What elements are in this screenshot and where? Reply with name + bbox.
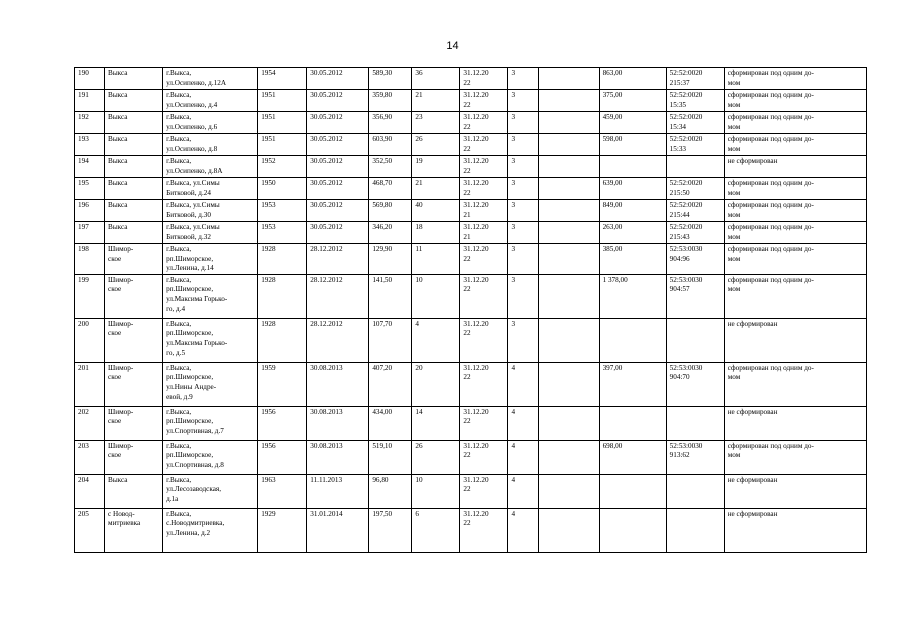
- cell-area: 589,30: [369, 68, 412, 90]
- cell-row-number: 191: [75, 90, 105, 112]
- cell-stage: 3: [508, 274, 538, 318]
- cell-land-area: 698,00: [599, 440, 666, 474]
- cell-land-status: сформирован под одним до- мом: [724, 68, 866, 90]
- cell-cadastral-number: 52:52:0020 215:44: [666, 200, 724, 222]
- cell-land-status: сформирован под одним до- мом: [724, 178, 866, 200]
- cell-land-status: сформирован под одним до- мом: [724, 274, 866, 318]
- cell-stage: 3: [508, 156, 538, 178]
- table-row: [75, 474, 867, 508]
- cell-area: 129,90: [369, 244, 412, 275]
- cell-stage: 3: [508, 68, 538, 90]
- cell-row-number: 193: [75, 134, 105, 156]
- cell-empty-col: [538, 222, 599, 244]
- cell-residents-count: 26: [412, 134, 460, 156]
- cell-row-number: 199: [75, 274, 105, 318]
- table-row: [75, 68, 867, 90]
- cell-land-area: 849,00: [599, 200, 666, 222]
- cell-stage: 3: [508, 112, 538, 134]
- cell-stage: 3: [508, 134, 538, 156]
- cell-land-status: не сформирован: [724, 318, 866, 362]
- cell-address: г.Выкса, ул.Осипенко, д.8А: [163, 156, 258, 178]
- cell-residents-count: 10: [412, 274, 460, 318]
- cell-cadastral-number: [666, 508, 724, 552]
- cell-land-area: [599, 406, 666, 440]
- cell-build-year: 1959: [258, 362, 307, 406]
- cell-deadline: 31.12.20 22: [460, 156, 508, 178]
- cell-address: г.Выкса, ул.Осипенко, д.8: [163, 134, 258, 156]
- cell-empty-col: [538, 134, 599, 156]
- cell-area: 96,80: [369, 474, 412, 508]
- cell-residents-count: 40: [412, 200, 460, 222]
- cell-decision-date: 30.05.2012: [307, 90, 369, 112]
- cell-locality: Выкса: [105, 200, 163, 222]
- cell-cadastral-number: 52:52:0020 215:37: [666, 68, 724, 90]
- cell-decision-date: 28.12.2012: [307, 274, 369, 318]
- cell-land-status: сформирован под одним до- мом: [724, 222, 866, 244]
- table-row: [75, 200, 867, 222]
- cell-decision-date: 30.05.2012: [307, 200, 369, 222]
- cell-land-status: не сформирован: [724, 474, 866, 508]
- cell-build-year: 1951: [258, 112, 307, 134]
- cell-build-year: 1951: [258, 134, 307, 156]
- cell-residents-count: 36: [412, 68, 460, 90]
- cell-land-area: [599, 474, 666, 508]
- cell-row-number: 203: [75, 440, 105, 474]
- cell-address: г.Выкса, рп.Шиморское, ул.Максима Горько- го, д.4: [163, 274, 258, 318]
- cell-land-status: сформирован под одним до- мом: [724, 244, 866, 275]
- cell-stage: 3: [508, 178, 538, 200]
- cell-cadastral-number: 52:52:0020 15:35: [666, 90, 724, 112]
- cell-locality: Шимор- ское: [105, 406, 163, 440]
- cell-residents-count: 21: [412, 90, 460, 112]
- cell-area: 141,50: [369, 274, 412, 318]
- cell-locality: Выкса: [105, 68, 163, 90]
- cell-stage: 3: [508, 244, 538, 275]
- cell-residents-count: 18: [412, 222, 460, 244]
- cell-address: г.Выкса, рп.Шиморское, ул.Максима Горько- го, д.5: [163, 318, 258, 362]
- cell-row-number: 195: [75, 178, 105, 200]
- cell-build-year: 1956: [258, 406, 307, 440]
- cell-land-area: [599, 318, 666, 362]
- cell-decision-date: 28.12.2012: [307, 244, 369, 275]
- cell-cadastral-number: [666, 156, 724, 178]
- cell-residents-count: 19: [412, 156, 460, 178]
- cell-deadline: 31.12.20 22: [460, 274, 508, 318]
- cell-build-year: 1953: [258, 200, 307, 222]
- cell-stage: 3: [508, 318, 538, 362]
- cell-row-number: 200: [75, 318, 105, 362]
- cell-stage: 4: [508, 474, 538, 508]
- cell-row-number: 190: [75, 68, 105, 90]
- cell-residents-count: 21: [412, 178, 460, 200]
- cell-deadline: 31.12.20 22: [460, 112, 508, 134]
- table-row: [75, 274, 867, 318]
- cell-area: 107,70: [369, 318, 412, 362]
- cell-area: 519,10: [369, 440, 412, 474]
- cell-row-number: 197: [75, 222, 105, 244]
- cell-stage: 4: [508, 440, 538, 474]
- cell-cadastral-number: [666, 406, 724, 440]
- cell-deadline: 31.12.20 22: [460, 134, 508, 156]
- cell-area: 434,00: [369, 406, 412, 440]
- cell-empty-col: [538, 178, 599, 200]
- cell-address: г.Выкса, с.Новодмитриевка, ул.Ленина, д.2: [163, 508, 258, 552]
- cell-land-area: 639,00: [599, 178, 666, 200]
- table-row: [75, 134, 867, 156]
- cell-decision-date: 28.12.2012: [307, 318, 369, 362]
- cell-cadastral-number: 52:52:0020 15:33: [666, 134, 724, 156]
- cell-empty-col: [538, 112, 599, 134]
- cell-stage: 3: [508, 222, 538, 244]
- cell-locality: Шимор- ское: [105, 274, 163, 318]
- cell-land-status: сформирован под одним до- мом: [724, 440, 866, 474]
- cell-address: г.Выкса, рп.Шиморское, ул.Спортивная, д.8: [163, 440, 258, 474]
- cell-land-status: не сформирован: [724, 508, 866, 552]
- housing-register-table: [74, 67, 867, 553]
- cell-locality: Выкса: [105, 474, 163, 508]
- cell-empty-col: [538, 200, 599, 222]
- cell-build-year: 1928: [258, 274, 307, 318]
- cell-address: г.Выкса, рп.Шиморское, ул.Спортивная, д.7: [163, 406, 258, 440]
- cell-land-area: 598,00: [599, 134, 666, 156]
- cell-build-year: 1929: [258, 508, 307, 552]
- cell-locality: Выкса: [105, 156, 163, 178]
- cell-cadastral-number: 52:52:0020 15:34: [666, 112, 724, 134]
- cell-residents-count: 26: [412, 440, 460, 474]
- cell-deadline: 31.12.20 22: [460, 68, 508, 90]
- cell-residents-count: 10: [412, 474, 460, 508]
- cell-land-area: [599, 156, 666, 178]
- cell-address: г.Выкса, ул.Симы Битковой, д.32: [163, 222, 258, 244]
- cell-stage: 3: [508, 90, 538, 112]
- cell-land-status: сформирован под одним до- мом: [724, 362, 866, 406]
- cell-empty-col: [538, 474, 599, 508]
- cell-empty-col: [538, 274, 599, 318]
- cell-land-area: 263,00: [599, 222, 666, 244]
- cell-address: г.Выкса, ул.Симы Битковой, д.24: [163, 178, 258, 200]
- cell-stage: 3: [508, 200, 538, 222]
- cell-build-year: 1928: [258, 244, 307, 275]
- cell-locality: Шимор- ское: [105, 440, 163, 474]
- cell-empty-col: [538, 318, 599, 362]
- cell-locality: Выкса: [105, 90, 163, 112]
- table-row: [75, 178, 867, 200]
- cell-deadline: 31.12.20 22: [460, 508, 508, 552]
- cell-row-number: 192: [75, 112, 105, 134]
- table-row: [75, 244, 867, 275]
- cell-row-number: 196: [75, 200, 105, 222]
- cell-land-status: сформирован под одним до- мом: [724, 90, 866, 112]
- cell-address: г.Выкса, рп.Шиморское, ул.Нины Андре- евой, д.9: [163, 362, 258, 406]
- cell-build-year: 1950: [258, 178, 307, 200]
- cell-area: 569,80: [369, 200, 412, 222]
- cell-land-area: [599, 508, 666, 552]
- cell-empty-col: [538, 362, 599, 406]
- cell-land-status: не сформирован: [724, 406, 866, 440]
- cell-deadline: 31.12.20 21: [460, 222, 508, 244]
- cell-empty-col: [538, 156, 599, 178]
- cell-residents-count: 14: [412, 406, 460, 440]
- cell-locality: Выкса: [105, 222, 163, 244]
- cell-cadastral-number: 52:52:0020 215:43: [666, 222, 724, 244]
- table-row: [75, 112, 867, 134]
- cell-locality: Выкса: [105, 112, 163, 134]
- cell-deadline: 31.12.20 22: [460, 178, 508, 200]
- table-row: [75, 406, 867, 440]
- cell-residents-count: 20: [412, 362, 460, 406]
- cell-address: г.Выкса, ул.Осипенко, д.6: [163, 112, 258, 134]
- cell-deadline: 31.12.20 22: [460, 474, 508, 508]
- cell-build-year: 1953: [258, 222, 307, 244]
- cell-residents-count: 23: [412, 112, 460, 134]
- cell-area: 603,90: [369, 134, 412, 156]
- cell-stage: 4: [508, 406, 538, 440]
- cell-decision-date: 30.05.2012: [307, 156, 369, 178]
- cell-row-number: 205: [75, 508, 105, 552]
- cell-locality: Шимор- ское: [105, 318, 163, 362]
- cell-residents-count: 6: [412, 508, 460, 552]
- cell-deadline: 31.12.20 22: [460, 406, 508, 440]
- cell-build-year: 1928: [258, 318, 307, 362]
- cell-row-number: 194: [75, 156, 105, 178]
- cell-land-status: не сформирован: [724, 156, 866, 178]
- cell-row-number: 202: [75, 406, 105, 440]
- cell-cadastral-number: [666, 474, 724, 508]
- cell-decision-date: 30.05.2012: [307, 134, 369, 156]
- cell-locality: Шимор- ское: [105, 244, 163, 275]
- cell-empty-col: [538, 68, 599, 90]
- cell-deadline: 31.12.20 22: [460, 362, 508, 406]
- cell-land-status: сформирован под одним до- мом: [724, 134, 866, 156]
- cell-land-area: 375,00: [599, 90, 666, 112]
- cell-deadline: 31.12.20 21: [460, 200, 508, 222]
- cell-land-status: сформирован под одним до- мом: [724, 112, 866, 134]
- table-row: [75, 318, 867, 362]
- cell-cadastral-number: [666, 318, 724, 362]
- cell-area: 356,90: [369, 112, 412, 134]
- table-row: [75, 156, 867, 178]
- cell-residents-count: 4: [412, 318, 460, 362]
- cell-empty-col: [538, 508, 599, 552]
- page-number: 14: [446, 40, 459, 52]
- cell-decision-date: 31.01.2014: [307, 508, 369, 552]
- table-row: [75, 440, 867, 474]
- table-row: [75, 222, 867, 244]
- cell-row-number: 198: [75, 244, 105, 275]
- cell-land-area: 863,00: [599, 68, 666, 90]
- cell-decision-date: 30.05.2012: [307, 222, 369, 244]
- cell-decision-date: 30.08.2013: [307, 406, 369, 440]
- cell-build-year: 1952: [258, 156, 307, 178]
- cell-area: 468,70: [369, 178, 412, 200]
- cell-cadastral-number: 52:53:0030 913:62: [666, 440, 724, 474]
- cell-deadline: 31.12.20 22: [460, 318, 508, 362]
- cell-decision-date: 30.08.2013: [307, 440, 369, 474]
- cell-stage: 4: [508, 508, 538, 552]
- cell-address: г.Выкса, рп.Шиморское, ул.Ленина, д.14: [163, 244, 258, 275]
- cell-empty-col: [538, 90, 599, 112]
- cell-empty-col: [538, 406, 599, 440]
- cell-address: г.Выкса, ул.Осипенко, д.4: [163, 90, 258, 112]
- cell-area: 197,50: [369, 508, 412, 552]
- cell-address: г.Выкса, ул.Симы Битковой, д.30: [163, 200, 258, 222]
- cell-land-area: 397,00: [599, 362, 666, 406]
- cell-land-area: 1 378,00: [599, 274, 666, 318]
- cell-empty-col: [538, 440, 599, 474]
- cell-empty-col: [538, 244, 599, 275]
- cell-locality: Выкса: [105, 134, 163, 156]
- cell-area: 352,50: [369, 156, 412, 178]
- cell-build-year: 1951: [258, 90, 307, 112]
- cell-decision-date: 11.11.2013: [307, 474, 369, 508]
- table-row: [75, 508, 867, 552]
- cell-decision-date: 30.08.2013: [307, 362, 369, 406]
- cell-cadastral-number: 52:53:0030 904:70: [666, 362, 724, 406]
- cell-locality: Выкса: [105, 178, 163, 200]
- cell-build-year: 1956: [258, 440, 307, 474]
- table-row: [75, 90, 867, 112]
- cell-locality: Шимор- ское: [105, 362, 163, 406]
- cell-locality: с Новод- митриевка: [105, 508, 163, 552]
- cell-residents-count: 11: [412, 244, 460, 275]
- cell-build-year: 1963: [258, 474, 307, 508]
- cell-cadastral-number: 52:52:0020 215:50: [666, 178, 724, 200]
- cell-cadastral-number: 52:53:0030 904:96: [666, 244, 724, 275]
- cell-build-year: 1954: [258, 68, 307, 90]
- cell-area: 407,20: [369, 362, 412, 406]
- cell-deadline: 31.12.20 22: [460, 90, 508, 112]
- cell-deadline: 31.12.20 22: [460, 244, 508, 275]
- cell-land-area: 459,00: [599, 112, 666, 134]
- cell-deadline: 31.12.20 22: [460, 440, 508, 474]
- cell-decision-date: 30.05.2012: [307, 112, 369, 134]
- cell-land-status: сформирован под одним до- мом: [724, 200, 866, 222]
- cell-area: 359,80: [369, 90, 412, 112]
- cell-stage: 4: [508, 362, 538, 406]
- cell-cadastral-number: 52:53:0030 904:57: [666, 274, 724, 318]
- table-row: [75, 362, 867, 406]
- cell-decision-date: 30.05.2012: [307, 68, 369, 90]
- cell-area: 346,20: [369, 222, 412, 244]
- cell-land-area: 385,00: [599, 244, 666, 275]
- cell-row-number: 201: [75, 362, 105, 406]
- cell-address: г.Выкса, ул.Осипенко, д.12А: [163, 68, 258, 90]
- cell-address: г.Выкса, ул.Лесозаводская, д.1а: [163, 474, 258, 508]
- cell-decision-date: 30.05.2012: [307, 178, 369, 200]
- cell-row-number: 204: [75, 474, 105, 508]
